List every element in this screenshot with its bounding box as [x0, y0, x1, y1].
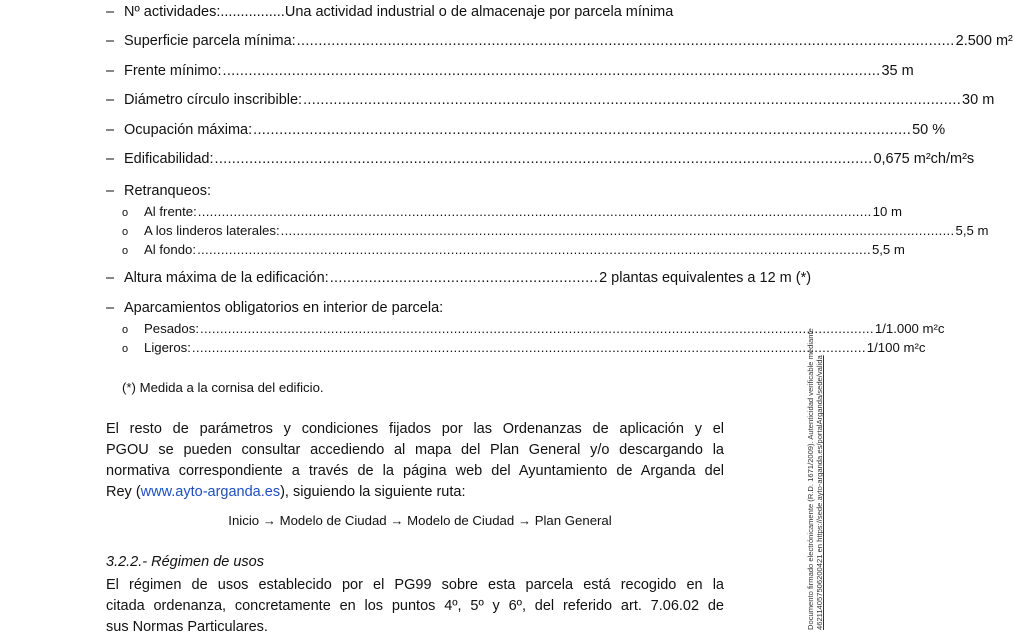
dot-leader: .......................................................................................................................................................................... [197, 204, 872, 219]
param-row-altura [106, 270, 812, 292]
sub-value: 5,5 m [955, 223, 989, 238]
circle-bullet: o [122, 245, 129, 257]
sub-value: 1/100 m²c [866, 340, 926, 355]
paragraph-line: El resto de parámetros y condiciones fijados por las Ordenanzas de aplicación y el [106, 421, 724, 437]
param-label: Nº actividades: [124, 4, 221, 20]
param-label: Diámetro círculo inscribible: [124, 92, 303, 108]
dash-bullet: – [106, 300, 115, 316]
dot-leader: .......................................................................................................................................................................... [191, 340, 866, 355]
param-value: 2 plantas equivalentes a 12 m (*) [599, 270, 812, 286]
paragraph-line: PGOU se pueden consultar accediendo al mapa del Plan General y/o descargando la [106, 442, 724, 458]
param-row-edificabilidad [106, 151, 975, 173]
paragraph-line [106, 482, 724, 503]
param-row-frente [106, 63, 914, 85]
paragraph-text: Rey ( [106, 484, 141, 500]
electronic-signature-stamp [806, 250, 824, 630]
param-label: Superficie parcela mínima: [124, 33, 296, 49]
sub-label: Al fondo: [144, 242, 197, 257]
dash-bullet: – [106, 270, 115, 286]
param-row-superficie [106, 33, 1013, 55]
sub-value: 1/1.000 m²c [874, 321, 945, 336]
paragraph-text: ), siguiendo la siguiente ruta: [280, 484, 466, 500]
dot-leader: ........................................................................................................................................................ [303, 92, 962, 108]
sub-row-ligeros [122, 340, 926, 360]
dot-leader: .......................................................................................................................................................................... [200, 321, 874, 336]
sub-row-al-fondo [122, 242, 905, 262]
sub-label: Ligeros: [144, 340, 191, 355]
param-label: Retranqueos: [124, 183, 212, 199]
param-label: Ocupación máxima: [124, 122, 253, 138]
param-row-actividades [106, 4, 724, 26]
dot-leader: ........................................................................................................................................................ [296, 33, 955, 49]
dash-bullet: – [106, 151, 115, 167]
paragraph-regimen [106, 575, 724, 638]
circle-bullet: o [122, 226, 129, 238]
section-heading: 3.2.2.- Régimen de usos [106, 554, 264, 570]
circle-bullet: o [122, 343, 129, 355]
sub-row-pesados [122, 321, 945, 341]
paragraph-line: citada ordenanza, concretamente en los puntos 4º, 5º y 6º, del referido art. 7.06.02 de [106, 598, 724, 614]
dash-bullet: – [106, 33, 115, 49]
dot-leader: .......................................................................................................................................................................... [280, 223, 955, 238]
dot-leader: .......................................................................................................................................................................... [197, 242, 871, 257]
param-value: 30 m [962, 92, 995, 108]
param-value: 2.500 m² [955, 33, 1013, 49]
dash-bullet: – [106, 92, 115, 108]
param-label: Edificabilidad: [124, 151, 214, 167]
param-value: 35 m [881, 63, 914, 79]
sub-row-al-frente [122, 204, 902, 224]
sub-value: 10 m [872, 204, 902, 219]
param-label: Frente mínimo: [124, 63, 222, 79]
dot-leader: ........................................................................................................................................................ [253, 122, 912, 138]
sub-value: 5,5 m [871, 242, 905, 257]
dot-leader: .............................................................. [329, 270, 599, 286]
stamp-line: Documento firmado electrónicamente (R.D. 1671/2009). Autenticidad verificable mediante [806, 328, 815, 630]
dot-leader: ........................................................................................................................................................ [214, 151, 873, 167]
dot-leader: ........................................................................................................................................................ [222, 63, 881, 79]
sub-label: A los linderos laterales: [144, 223, 280, 238]
param-value: 0,675 m²ch/m²s [873, 151, 975, 167]
param-row-ocupacion [106, 122, 946, 144]
dash-bullet: – [106, 183, 115, 199]
dash-bullet: – [106, 4, 115, 20]
circle-bullet: o [122, 207, 129, 219]
navigation-route: Inicio → Modelo de Ciudad → Modelo de Ciudad → Plan General [228, 513, 612, 528]
paragraph-line: normativa correspondiente a través de la página web del Ayuntamiento de Arganda del [106, 463, 724, 479]
stamp-verification-link[interactable]: 462114057506200421 en https://sede.ayto-arganda.es/portalArganda/sede/valida [815, 355, 825, 630]
sub-row-linderos [122, 223, 989, 243]
param-row-retranqueos [106, 183, 724, 205]
param-leader: ................ [220, 4, 285, 20]
circle-bullet: o [122, 324, 129, 336]
paragraph-line: El régimen de usos establecido por el PG99 sobre esta parcela está recogido en la [106, 577, 724, 593]
sub-label: Al frente: [144, 204, 197, 219]
dash-bullet: – [106, 63, 115, 79]
param-value: 50 % [912, 122, 946, 138]
sub-label: Pesados: [144, 321, 199, 336]
website-link[interactable]: www.ayto-arganda.es [140, 484, 281, 500]
paragraph-line: sus Normas Particulares. [106, 619, 268, 635]
param-label: Altura máxima de la edificación: [124, 270, 329, 286]
paragraph-consulta [106, 419, 724, 503]
param-row-diametro [106, 92, 995, 114]
dash-bullet: – [106, 122, 115, 138]
footnote: (*) Medida a la cornisa del edificio. [122, 380, 324, 395]
param-row-aparcamientos [106, 300, 724, 322]
param-label: Aparcamientos obligatorios en interior de parcela: [124, 300, 444, 316]
param-value: Una actividad industrial o de almacenaje por parcela mínima [284, 4, 674, 20]
